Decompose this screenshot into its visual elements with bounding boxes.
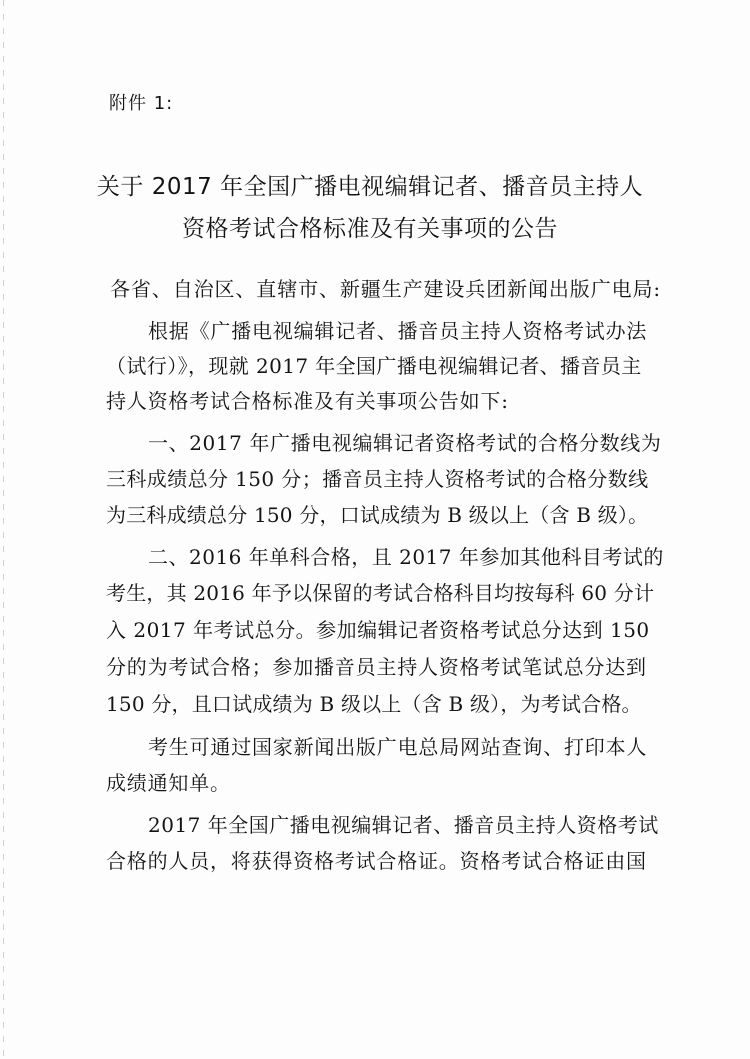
scan-edge-marks (3, 0, 4, 1059)
paragraph-two-line-4: 分的为考试合格；参加播音员主持人资格考试笔试总分达到 (106, 655, 647, 679)
paragraph-four-line-2: 合格的人员，将获得资格考试合格证。资格考试合格证由国 (106, 849, 647, 873)
paragraph-one-line-3: 为三科成绩总分 150 分，口试成绩为 B 级以上（含 B 级）。 (106, 503, 649, 527)
paragraph-two-line-3: 入 2017 年考试总分。参加编辑记者资格考试总分达到 150 (106, 618, 650, 642)
paragraph-intro-line-2: （试行）》，现就 2017 年全国广播电视编辑记者、播音员主 (106, 354, 642, 378)
paragraph-intro-line-3: 持人资格考试合格标准及有关事项公告如下: (106, 389, 509, 413)
paragraph-intro-line-1: 根据《广播电视编辑记者、播音员主持人资格考试办法 (148, 319, 648, 343)
paragraph-three-line-1: 考生可通过国家新闻出版广电总局网站查询、打印本人 (148, 735, 648, 759)
paragraph-two-line-2: 考生，其 2016 年予以保留的考试合格科目均按每科 60 分计 (106, 581, 655, 605)
announcement-title-line-1: 关于 2017 年全国广播电视编辑记者、播音员主持人 (96, 174, 644, 200)
paragraph-one-line-1: 一、2017 年广播电视编辑记者资格考试的合格分数线为 (148, 431, 662, 455)
attachment-label: 附件 1: (109, 93, 174, 114)
paragraph-one-line-2: 三科成绩总分 150 分；播音员主持人资格考试的合格分数线 (106, 467, 649, 491)
paragraph-three-line-2: 成绩通知单。 (106, 771, 231, 795)
announcement-title-line-2: 资格考试合格标准及有关事项的公告 (182, 216, 558, 242)
paragraph-two-line-5: 150 分，且口试成绩为 B 级以上（含 B 级），为考试合格。 (106, 692, 642, 716)
paragraph-four-line-1: 2017 年全国广播电视编辑记者、播音员主持人资格考试 (148, 813, 659, 837)
paragraph-two-line-1: 二、2016 年单科合格，且 2017 年参加其他科目考试的 (148, 545, 664, 569)
addressee-line: 各省、自治区、直辖市、新疆生产建设兵团新闻出版广电局: (110, 277, 662, 301)
